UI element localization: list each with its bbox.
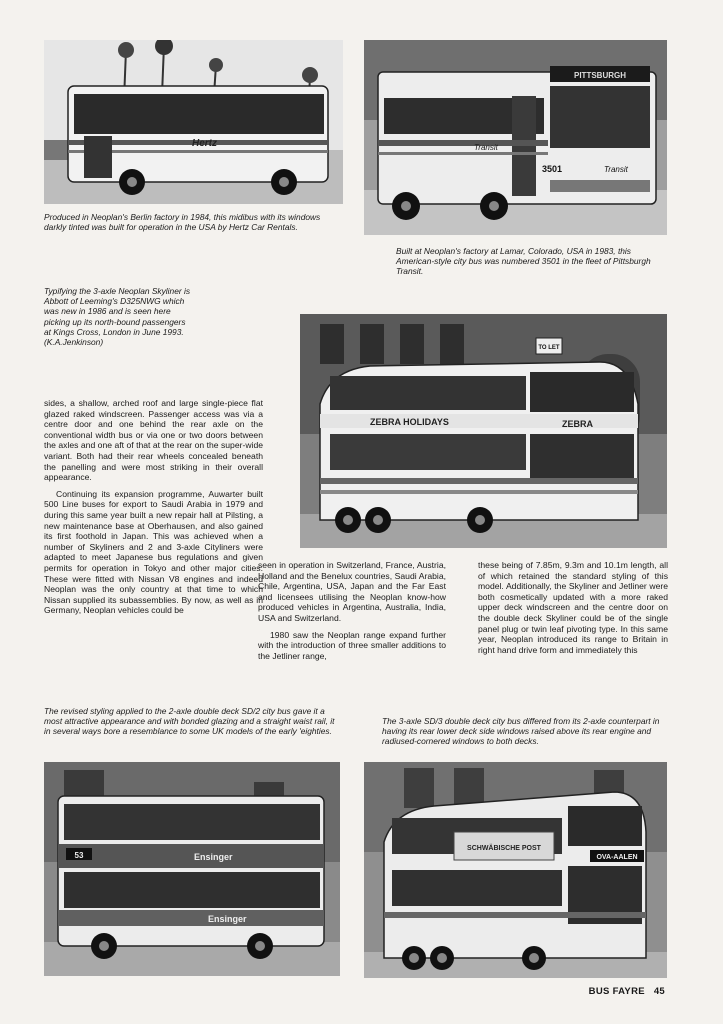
photo-hertz-midibus [44, 40, 343, 204]
body-col1-para-1: sides, a shallow, arched roof and large single-piece flat glazed raked windscreen. Passenger access was via a centre door and one behind the rear axle on the conventional width bus or via one or two doors between the axles and one aft of that at the rear on the super-wide variant. Both had their rear wheels concealed beneath the panelling and were most striking in their overall appearance. [44, 398, 263, 483]
to-let-sign-text: TO LET [538, 345, 560, 351]
caption-sd2: The revised styling applied to the 2-axle double deck SD/2 city bus gave it a most attractive appearance and with bonded glazing and a straight waist rail, it in several ways bore a resemblance to some UK models of the early 'eighties. [44, 706, 335, 737]
hertz-midibus-illustration [44, 40, 343, 204]
pittsburgh-destination-text: PITTSBURGH [574, 71, 626, 80]
photo-sd3-ova-aalen [364, 762, 667, 978]
page-number: 45 [653, 986, 665, 997]
caption-sd3: The 3-axle SD/3 double deck city bus differed from its 2-axle counterpart in having its rear lower deck side windows raised above its rear engine and radiused-cornered windows to both decks. [382, 716, 660, 747]
photo-sd2-ensinger [44, 762, 340, 976]
pittsburgh-bus-illustration [364, 40, 667, 235]
body-col1-para-2: Continuing its expansion programme, Auwarter built 500 Line buses for export to Saudi Arabia in 1979 and during this same year built a new repair hall at Pilsting, a new maintenance base at Oberhausen, and also gained its first foothold in Japan. This was achieved when a number of Skyliners and 2 and 3-axle Cityliners were adapted to meet Japanese bus regulations and given permits for operation in Tokyo and other major cities. These were fitted with Nissan V8 engines and indeed Neoplan was the only country at that time to which Nissan supplied its subassemblies. By now, as well as in Germany, Neoplan vehicles could be [44, 488, 263, 616]
body-col2-para-1: seen in operation in Switzerland, France, Austria, Holland and the Benelux countries, Saudi Arabia, Chile, Argentina, USA, Japan and the Far East and licensees utilising the Neoplan know-how produced vehicles in Argentina, Australia, India, USA and Switzerland. [258, 560, 446, 623]
body-column-3 [478, 560, 668, 661]
skyliner-illustration [300, 314, 667, 548]
pittsburgh-brand-side: Transit [474, 143, 498, 152]
zebra-side-text: ZEBRA HOLIDAYS [370, 417, 449, 427]
zebra-front-text: ZEBRA [562, 419, 593, 429]
page-footer [589, 986, 665, 997]
body-column-2 [258, 560, 446, 667]
caption-hertz: Produced in Neoplan's Berlin factory in 1984, this midibus with its windows darkly tinted was built for operation in the USA by Hertz Car Rentals. [44, 212, 321, 233]
ensinger-route-number: 53 [74, 851, 84, 860]
photo-skyliner-zebra [300, 314, 667, 548]
ova-advert-text: SCHWÄBISCHE POST [467, 845, 541, 852]
pittsburgh-fleet-number: 3501 [542, 164, 563, 174]
magazine-name: BUS FAYRE [588, 986, 645, 997]
ensinger-upper-text: Ensinger [194, 852, 233, 862]
sd3-illustration [364, 762, 667, 978]
photo-pittsburgh-bus [364, 40, 667, 235]
body-col2-para-2: 1980 saw the Neoplan range expand further with the introduction of three smaller additions to the Jetliner range, [258, 629, 446, 661]
sd2-illustration [44, 762, 340, 976]
pittsburgh-brand-front: Transit [604, 165, 628, 174]
ova-destination-text: OVA-AALEN [596, 854, 638, 861]
body-column-1 [44, 398, 263, 622]
ensinger-lower-text: Ensinger [208, 914, 247, 924]
body-col3-para-1: these being of 7.85m, 9.3m and 10.1m length, all of which retained the standard styling of this model. Additionally, the Skyliner and Jetliner were both cosmetically updated with a more raked upper deck windscreen and the centre door on the double deck Skyliner could be of the single panel plug or twin leaf pivoting type. In this same year, Neoplan introduced its range to Britain in right hand drive form and immediately this [478, 560, 668, 655]
hertz-livery-text: Hertz [192, 138, 218, 149]
caption-skyliner: Typifying the 3-axle Neoplan Skyliner is Abbott of Leeming's D325NWG which was new in 1986 and is seen here picking up its north-bound passengers at Kings Cross, London in June 1993. (K.A.Jenkinson) [44, 286, 191, 348]
caption-pittsburgh: Built at Neoplan's factory at Lamar, Colorado, USA in 1983, this American-style city bus was numbered 3501 in the fleet of Pittsburgh Transit. [396, 246, 651, 277]
